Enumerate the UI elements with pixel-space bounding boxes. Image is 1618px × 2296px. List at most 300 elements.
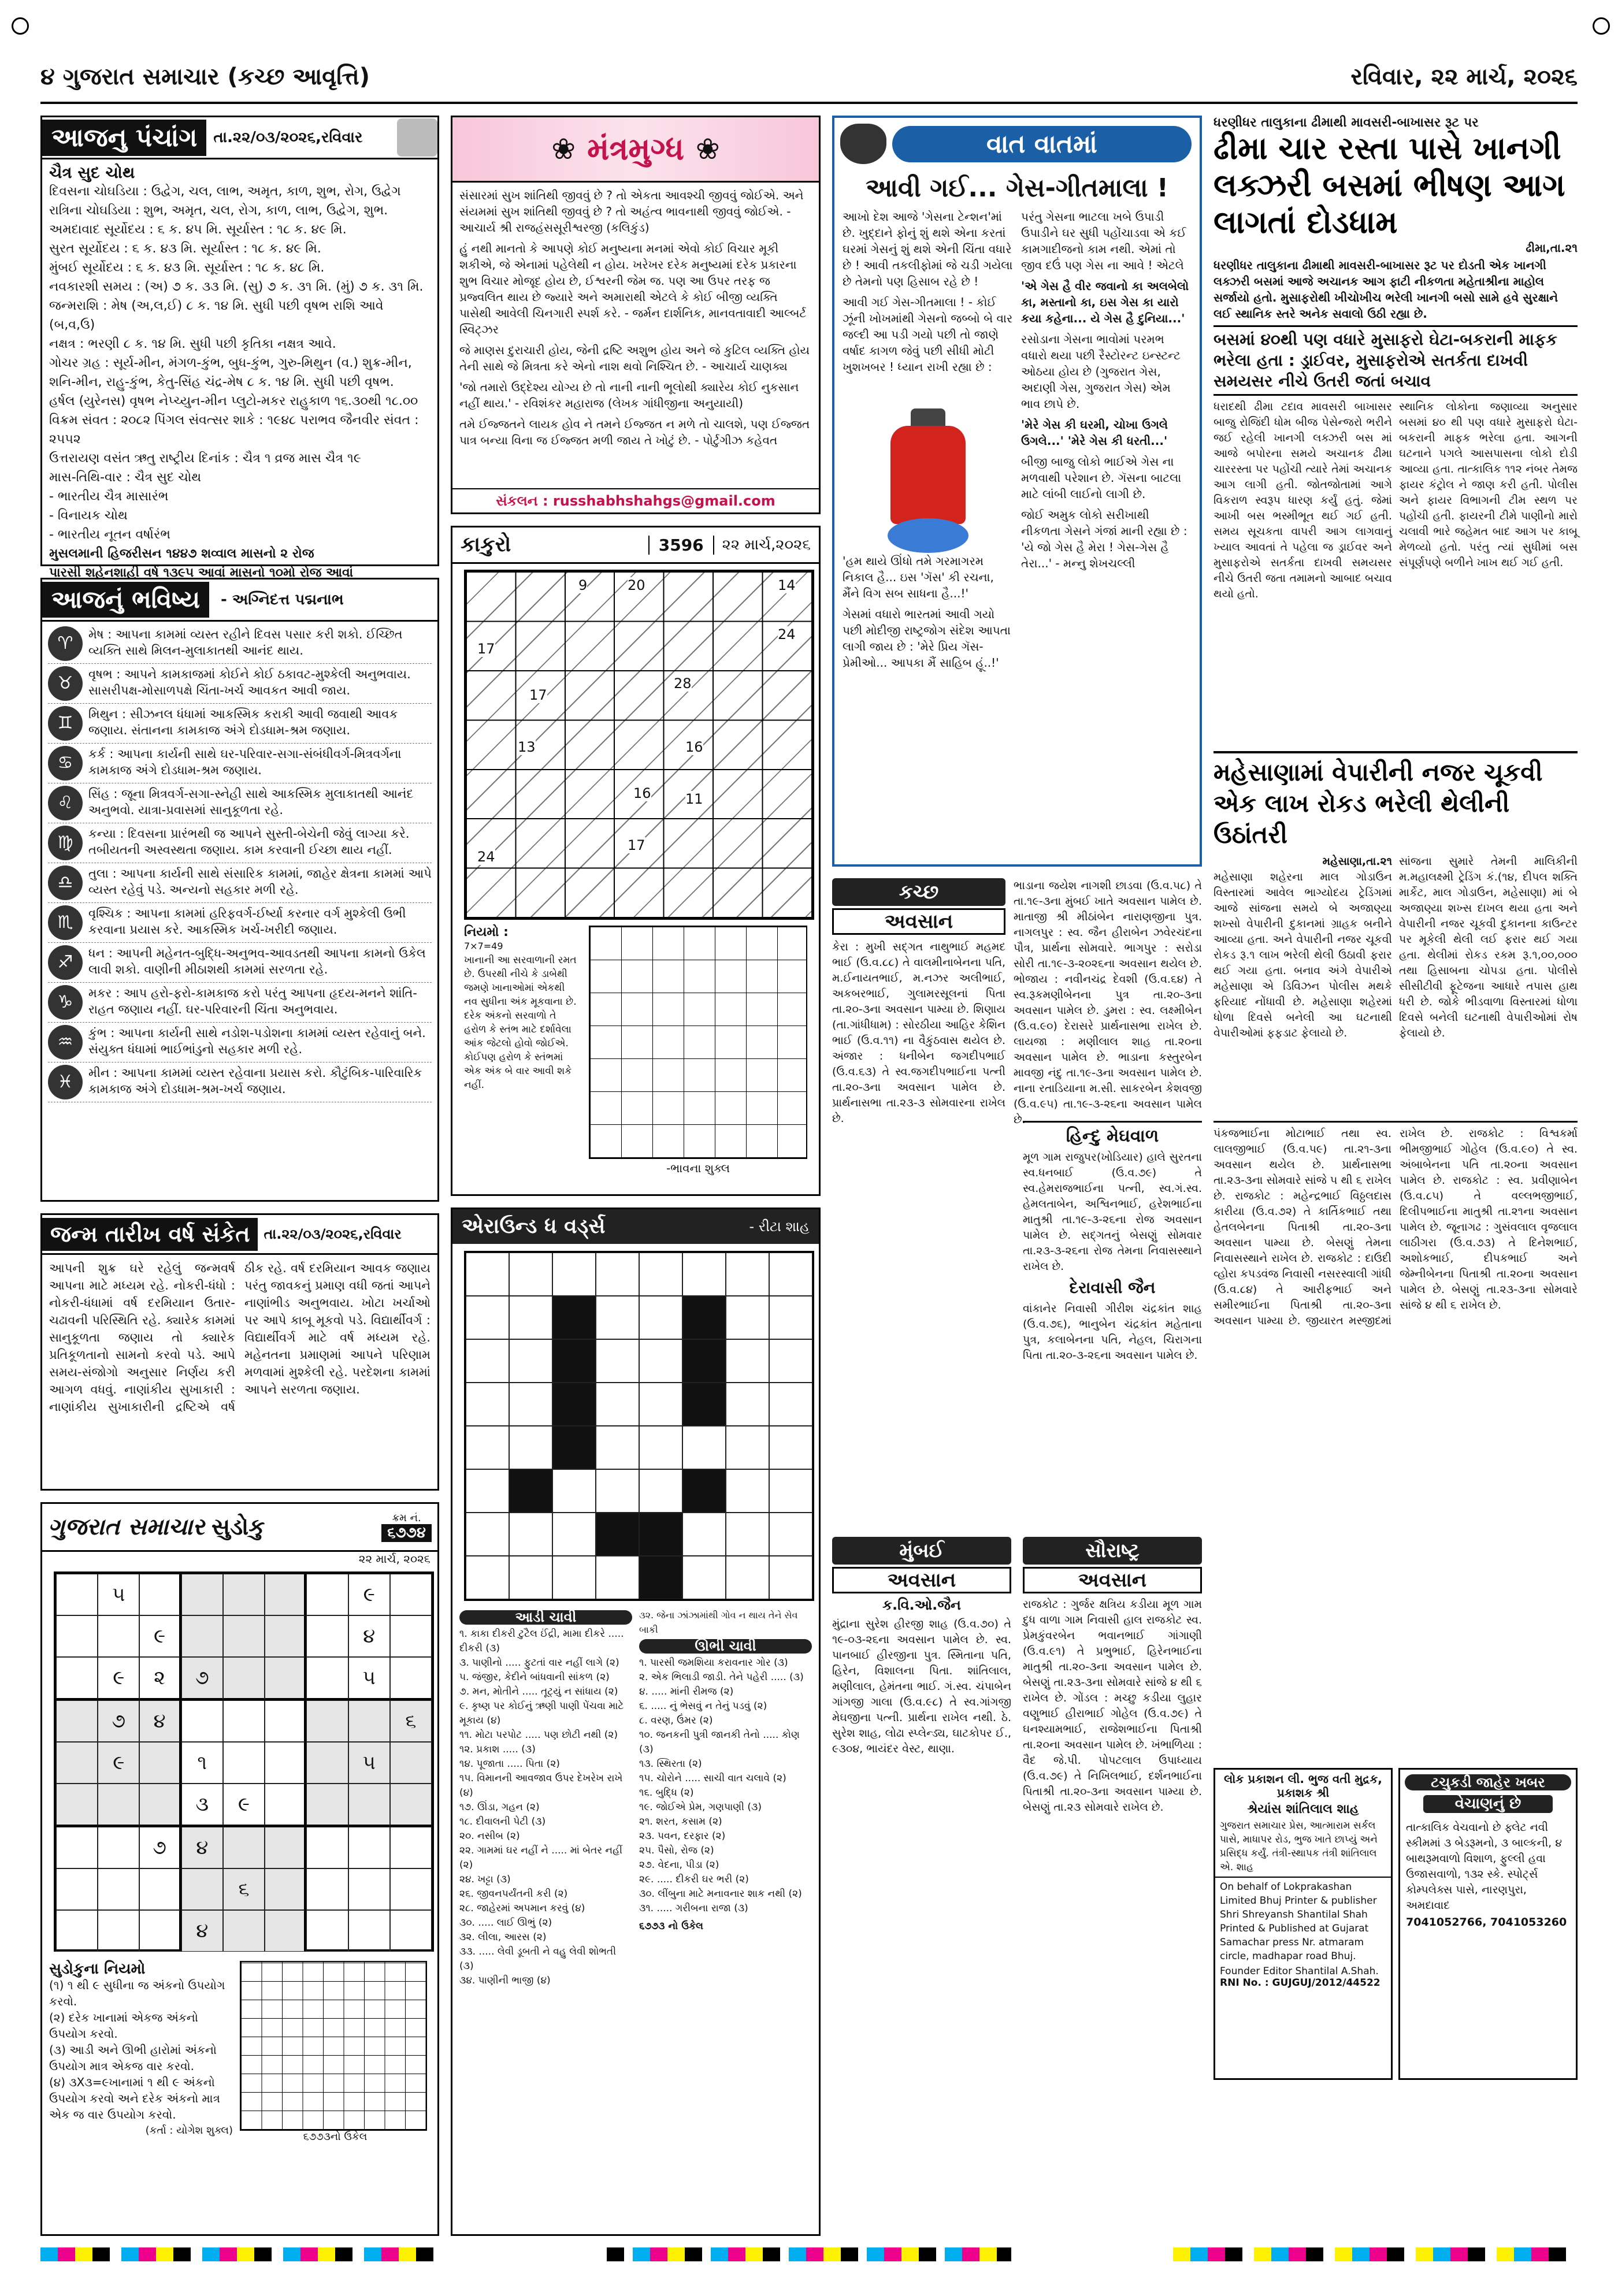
- crossword-clue: ૩૦. લીંબુના માટે મનાવનાર શાક નથી (૨): [639, 1888, 802, 1900]
- crossword-clue: ૨૭. વેદના, પીડા (૨): [639, 1859, 719, 1871]
- panchang-line: - ભારતીય નૂતન વર્ષારંભ: [49, 527, 170, 542]
- crossword-cell: [726, 1383, 769, 1426]
- sudoku-cell: [98, 1784, 139, 1827]
- mumbai-region: મુંબઈ: [832, 1537, 1011, 1565]
- sudoku-cell: ૫: [348, 1742, 390, 1784]
- crossword-cell: [552, 1556, 596, 1599]
- sudoku-cell: [265, 1742, 306, 1784]
- crossword-cell: [509, 1556, 552, 1599]
- sudoku-number: ૬૭૭૪: [381, 1524, 432, 1542]
- sudoku-cell: ૪: [348, 1615, 390, 1657]
- crossword-clue: ૧૪. પૂજાતા ..... પિતા (૨): [459, 1758, 560, 1770]
- crossword-clue: ૧૨. પ્રકાશ ..... (૩): [459, 1744, 536, 1755]
- news1-kicker: ધરણીધર તાલુકાના ઢીમાથી માવસરી-બાખાસર રૂટ પર: [1214, 116, 1479, 130]
- ubhi-clue-list: [639, 1656, 812, 1916]
- news1-intro: ધરણીધર તાલુકાના ઢીમાથી માવસરી-બાખાસર રૂટ પર દોડતી એક ખાનગી લક્ઝરી બસમાં આજે અચાનક આગ ફાટી નીકળતા મહેતાશ્રીના માહોલ સર્જાયો હતો. મુસાફરોથી ખીચોખીચ ભરેલી ખાનગી બસો સામે હવે સુરક્ષાને લઈ સ્થાનિક સ્તરે અનેક સવાલો ઉઠી રહ્યા છે.: [1214, 258, 1558, 321]
- sudoku-cell: [98, 1910, 139, 1952]
- sudoku-answer-label: ૬૭૭૩નો ઉકેલ: [303, 2131, 368, 2143]
- mumbai-subhead: ક.વિ.ઓ.જૈન: [882, 1597, 961, 1613]
- crossword-block: [682, 1469, 726, 1513]
- color-bar: [607, 2247, 1011, 2261]
- panchang-line: જન્મરાશિ : મેષ (અ,લ,ઈ) ૮ ક. ૧૪ મિ. સુધી પછી વૃષભ રાશિ આવે (બ,વ,ઉ): [49, 299, 384, 332]
- derawasi-text: વાંકાનેર નિવાસી ગીરીશ ચંદ્રકાંત શાહ (ઉ.વ.૭૬), ભાનુબેન ચંદ્રકાંત મહેતાના પુત્ર, કલાબેનના પતિ, નેહલ, ચિરાગના પિતા તા.૨૦-૩-૨૬ના અવસાન પામેલ છે.: [1023, 1302, 1202, 1362]
- mantra-item: તમે ઈજ્જતને લાયક હોવ ને તમને ઈજ્જત ન મળે તો ચાલશે, પણ ઈજ્જત પાત્ર બન્યા વિના જ ઈજ્જત મળી જાય તે ખોટું છે. - પોર્ટુગીઝ કહેવત: [459, 417, 810, 447]
- sudoku-cell: [98, 1868, 139, 1910]
- kakuro-clue: 17: [529, 687, 547, 703]
- crossword-cell: [466, 1556, 509, 1599]
- sudoku-cell: [139, 1574, 181, 1615]
- sudoku-answer-grid: [240, 1961, 427, 2131]
- sudoku-cell: ૯: [348, 1574, 390, 1615]
- sudoku-cell: [265, 1574, 306, 1615]
- crossword-block: [552, 1426, 596, 1469]
- classified-box: [1398, 1768, 1578, 2080]
- news2-body: સાંજના સુમારે તેમની માલિકીની મ.મહાલક્ષ્મી ટ્રેડિંગ કં.(૧૪, દીપલ શક્તિ માર્કેટ, માલ ગોડાઉન, મહેસાણા) માં બે અજાણ્યા શખ્સ દાખલ થયા હતા અને વેપારીની નજર ચૂકવી દુકાનના કાઉન્ટર પર મૂકેલી થેલી લઈ ફરાર થઈ ગયા હતા. થેલીમાં રોકડ રકમ રૂ.૧,૦૦,૦૦૦ તથા હિસાબના ચોપડા હતા. પોલીસે સીસીટીવી ફૂટેજના આધારે તપાસ હાથ ધરી છે. જોકે ભીડવાળા વિસ્તારમાં ધોળા દિવસે બનેલી ઘટનાથી વેપારીઓમાં રોષ ફેલાયો છે.: [1399, 855, 1578, 1039]
- kakuro-clue: 9: [578, 577, 588, 593]
- crossword-cell: [639, 1469, 682, 1513]
- crossword-cell: [682, 1426, 726, 1469]
- sudoku-cell: [56, 1742, 98, 1784]
- janma-title: જન્મ તારીખ વર્ષ સંકેત: [42, 1218, 258, 1251]
- crossword-cell: [769, 1469, 812, 1513]
- crossword-cell: [596, 1296, 639, 1339]
- crossword-clue: ૫. જંજીર, કેદીને બાંધવાની સાંકળ (૨): [459, 1671, 610, 1683]
- sudoku-date: ૨૨ માર્ચ, ૨૦૨૬: [358, 1552, 431, 1566]
- publisher-line: લોક પ્રકાશન લી. ભુજ વતી મુદ્રક, પ્રકાશક શ્રી: [1224, 1772, 1382, 1800]
- crossword-cell: [639, 1296, 682, 1339]
- crossword-author: - રીટા શાહ: [749, 1218, 810, 1235]
- panchang-line: નવકારશી સમય : (અ) ૭ ક. ૩૩ મિ. (સુ) ૭ ક. ૩૧ મિ. (મું) ૭ ક. ૩૧ મિ.: [49, 280, 424, 294]
- crossword-clue: ૧૩. સ્થિરતા (૨): [639, 1758, 702, 1770]
- sudoku-rule: (૧) ૧ થી ૯ સુધીના જ અંકનો ઉપયોગ કરવો.: [49, 1978, 225, 2008]
- crossword-clue: ૧૮. દીવાલની પેટી (૩): [459, 1816, 546, 1827]
- news1-headline: ઢીમા ચાર રસ્તા પાસે ખાનગી લક્ઝરી બસમાં ભીષણ આગ લાગતાં દોડધામ: [1214, 130, 1565, 240]
- kakuro-answer-grid: [589, 926, 807, 1159]
- registration-mark: [12, 17, 29, 35]
- sudoku-cell: [306, 1615, 348, 1657]
- news1-body: ધરાદથી ઢીમા ટદાવ માવસરી બાખાસર બાજુ રોજિંદી ધોમ બીજ પેસેન્જરો ભરીને જઈ રહેલી ખાનગી લક્ઝરી બસ માં આજે બપોરના સમયે અચાનક ઢીમા ચારરસ્તા પર પહોંચી ત્યારે તેમાં અચાનક આગ લાગી હતી. જોતજોતામાં આગે વિકરાળ સ્વરૂપ ધારણ કર્યું હતું. જેમાં આખી બસ ભસ્મીભૂત થઈ ગઈ હતી. સમય સૂચકતા વાપરી આગ લાગવાનું ખ્યાલ આવતાં તે પહેલા જ ડ્રાઈવર અને મુસાફરોએ સતર્કતા દાખવી સમયસર નીચે ઉતરી જતા તમામનો આબાદ બચાવ થયો હતો.: [1214, 400, 1392, 600]
- saurashtra-label: અવસાન: [1023, 1567, 1202, 1593]
- taurus-icon: ♉: [48, 666, 83, 701]
- crossword-clue: ૨. એક ભિલાડી જાડી. તેને પહેરી ..... (૩): [639, 1671, 804, 1683]
- crossword-cell: [466, 1339, 509, 1383]
- kakuro-grid: [464, 570, 814, 920]
- sudoku-cell: [265, 1868, 306, 1910]
- crossword-clue: ૮. વરણ, ઉંમર (૨): [639, 1715, 713, 1726]
- sudoku-cell: [265, 1700, 306, 1742]
- mumbai-text: મુંદ્રાના સુરેશ હીરજી શાહ (ઉ.વ.૭૦) તે ૧૯-૦૩-૨૬ના અવસાન પામેલ છે. સ્વ. પાનબાઈ હીરજીના પુત્ર. સ્મિતાના પતિ, હિરેન, વિશાલના પિતા. શાંતિલાલ, મણીલાલ, હેમંતના ભાઈ. ગં.સ્વ. ચંપાબેન ગાંગજી ગાલા (ઉ.વ.૯૮) તે સ્વ.ગાંગજી મેઘજીના પત્ની. પ્રાર્થના રાખેલ નથી. ઠે. સુરેશ શાહ, લોઢા સ્પ્લેન્ડ્ય, ઘાટકોપર ઈ., ૯૩૦૪, ભાયંદર વેસ્ટ, થાણા.: [832, 1618, 1011, 1755]
- crossword-cell: [682, 1253, 726, 1296]
- rashi-text: મેષ : આપના કામમાં વ્યસ્ત રહીને દિવસ પસાર કરી શકો. ઈચ્છિત વ્યક્તિ સાથે મિલન-મુલાકાતથી આનંદ થાય.: [88, 627, 403, 657]
- crossword-block: [552, 1383, 596, 1426]
- saurashtra-section: [1023, 1537, 1202, 2236]
- crossword-note: ૩૨. જેના ઝાંઝામાંથી ગોવ ન થાય તેને સેવ બાકી: [639, 1610, 798, 1635]
- crossword-clue: ૨૪. ખટ્ટા (૩): [459, 1874, 511, 1885]
- crossword-clue: ૧૦. જનકની પુત્રી જાનકી તેનો ..... કોણ (૩): [639, 1729, 800, 1755]
- kakuro-number: 3596: [648, 536, 714, 555]
- saurashtra-text: રાજકોટ : ગુર્જર ક્ષત્રિય કડીયા મૂળ ગામ દુધ વાળા ગામ નિવાસી હાલ રાજકોટ સ્વ. પ્રેમકુંવરબેન ભવાનભાઈ ગાંગાણી (ઉ.વ.૯૧) તે પ્રભુભાઈ, હિરેનભાઈના માતુશ્રી તા.૨૦-૩ના અવસાન પામેલ છે. બેસણું તા.૨૩-૩ના સોમવારે સાંજે ૪ થી ૬ રાખેલ છે. ગોંડલ : મચ્છુ કડીયા લુહાર વણુભાઈ હીરાભાઈ ગોહેલ (ઉ.વ.૭૯) તે ઘનશ્યામભાઈ, રાજેશભાઈના પિતાશ્રી તા.૨૦ના અવસાન પામેલ છે. ખંભાળિયા : વૈદ જે.પી. પોપટલાલ ઉપાધ્યાય (ઉ.વ.૭૯) તે નિખિલભાઈ, દર્શનભાઈના પિતાશ્રી તા.૨૦-૩ના અવસાન પામ્યા છે. બેસણું તા.૨૩ સોમવારે રાખેલ છે.: [1023, 1598, 1202, 1814]
- rashi-text: મીન : આપના કામમાં વ્યસ્ત રહેવાના પ્રયાસ કરો. કૌટુંબિક-પારિવારિક કામકાજ અંગે દોડધામ-શ્રમ-ખર્ચ જણાય.: [88, 1066, 422, 1096]
- sudoku-cell: [348, 1700, 390, 1742]
- rashi-text: કુંભ : આપના કાર્યની સાથે નડોશ-પડોશના કામમાં વ્યસ્ત રહેવાનું બને. સંયુક્ત ધંધામાં ભાઈભાંડુનો સહકાર મળી રહે.: [88, 1026, 426, 1056]
- sudoku-cell: [56, 1827, 98, 1868]
- panchang-line: વિક્રમ સંવત : ૨૦૮૨ પિંગલ સંવત્સર શાકે : ૧૯૪૮ પરાભવ જૈનવીર સંવત : ૨૫૫૨: [49, 413, 419, 447]
- kakuro-clue: 17: [628, 837, 645, 853]
- crossword-cell: [726, 1469, 769, 1513]
- gas-cylinder-icon: [843, 380, 1013, 553]
- classified-text: તાત્કાલિક વેચવાનો છે ફ્લેટ નવી સ્કીમમાં ૩ બેડરૂમનો, ૩ બાલ્કની, ૪ બાથરૂમવાળો વિશાળ, ફુલ્લી હવા ઉજાસવાળો, ૧૩૨ સ્કે. સ્પોર્ટ્સ કોમ્પલેક્સ પાસે, નારણપુરા, અમદાવાદ: [1406, 1821, 1563, 1912]
- sudoku-cell: [306, 1742, 348, 1784]
- kakuro-author: -ભાવના શુક્લ: [666, 1161, 730, 1175]
- mantra-banner: [452, 117, 819, 183]
- rashi-text: વૃશ્ચિક : આપના કામમાં હરિફવર્ગ-ઈર્ષ્યા કરનાર વર્ગ મુશ્કેલી ઉભી કરવાના પ્રયાસ કરે. આકસ્મિક ખર્ચ-ખરીદી જણાય.: [88, 906, 406, 937]
- sudoku-cell: [390, 1784, 432, 1827]
- obituary-continued: [1214, 1121, 1578, 1756]
- lotus-icon: ❀: [551, 132, 576, 166]
- mumbai-section: [832, 1537, 1011, 2236]
- vaat-para: પરંતુ ગેસના ભાટલા ખબે ઉપાડી ઉપાડીને ઘર સુધી પહોંચાડવા એ કઈ કામગાદીજનો કામ નથી. એમાં તો જીવ દઉં પણ ગેસ ના આવે ! એટલે: [1021, 210, 1186, 272]
- mantra-box: [451, 116, 821, 514]
- crossword-cell: [726, 1426, 769, 1469]
- vaat-para: 'એ ગેસ હૈ વીર જવાનો કા અલબેલો કા, મસ્તાનો કા, ઇસ ગેસ કા યારો કયા કહેના... યે ગેસ હૈ દુનિયા...': [1021, 279, 1189, 325]
- crossword-cell: [726, 1339, 769, 1383]
- publisher-box: [1214, 1768, 1393, 2080]
- sudoku-cell: [390, 1615, 432, 1657]
- sudoku-cell: [56, 1868, 98, 1910]
- news2-body: મહેસાણા શહેરના માલ ગોડાઉન વિસ્તારમાં આવેલ ભાગ્યોદય ટ્રેડિંગમાં આજે સાંજના સમયે બે અજાણ્યા શખ્સો વેપારીની દુકાનમાં ગ્રાહક બનીને આવ્યા હતા. અને વેપારીની નજર ચૂકવી રોકડ રૂ.૧ લાખ ભરેલી થેલી ઉઠાવી ફરાર થઈ ગયા હતા. બનાવ અંગે વેપારીએ મહેસાણા એ ડિવિઝન પોલીસ મથકે ફરિયાદ નોંધાવી છે. મહેસાણા શહેરમાં ધોળા દિવસે બનેલી આ ઘટનાથી વેપારીઓમાં ફફડાટ ફેલાયો છે.: [1214, 871, 1392, 1039]
- kakuro-clue: 14: [778, 577, 796, 593]
- crossword-cell: [682, 1556, 726, 1599]
- news-mehsana-theft: [1214, 751, 1578, 1115]
- crossword-cell: [639, 1339, 682, 1383]
- kakuro-clue: 16: [685, 739, 703, 755]
- libra-icon: ♎: [48, 865, 83, 900]
- crossword-cell: [509, 1383, 552, 1426]
- sudoku-cell: ૯: [139, 1615, 181, 1657]
- kakuro-clue: 24: [477, 849, 495, 865]
- crossword-block: [509, 1469, 552, 1513]
- crossword-block: [682, 1296, 726, 1339]
- sudoku-grid: [54, 1571, 434, 1952]
- crossword-block: [552, 1339, 596, 1383]
- sudoku-cell: ૪: [181, 1910, 223, 1952]
- cancer-icon: ♋: [48, 746, 83, 781]
- crossword-cell: [596, 1426, 639, 1469]
- sudoku-cell: [306, 1700, 348, 1742]
- rashi-text: મકર : આપ હરો-ફરો-કામકાજ કરો પરંતુ આપના હૃદય-મનને શાંતિ-રાહત જણાય નહીં. ઘર-પરિવારની ચિંતા અનુભવાય.: [88, 986, 417, 1016]
- sudoku-cell: [181, 1574, 223, 1615]
- crossword-cell: [466, 1253, 509, 1296]
- sudoku-cell: [56, 1910, 98, 1952]
- crossword-clue: ૩૨. લીલા, આરસ (૨): [459, 1931, 547, 1943]
- crossword-clue: ૨૧. શરત, કસામ (૨): [639, 1816, 722, 1827]
- janma-text: આપની શુક્ર ઘરે રહેલું જન્મવર્ષ આપના માટે મધ્યમ રહે. નોકરી-ધંધો : નોકરી-ધંધામાં વર્ષ દરમિયાન ઉતાર-ચઢાવની પરિસ્થિતિ રહે. ક્યારેક કામમાં સાનુકૂળતા જણાય તો ક્યારેક પ્રતિકૂળતાનો સામનો કરવો પડે. આપે સમય-સંજોગો અનુસાર નિર્ણય કરી આગળ વધવું. નાણાંકીય સુખાકારી : નાણાંકીય સુખાકારીની દ્રષ્ટિએ વર્ષ ઠીક રહે. વર્ષ દરમિયાન આવક જણાય પરંતુ જાવકનું પ્રમાણ વધી જતાં આપને નાણાંભીડ અનુભવાય. ખોટા ખર્ચાઓ પર આપે કાબૂ મૂકવો પડે. વિદ્યાર્થીવર્ગ : વિદ્યાર્થીવર્ગ માટે વર્ષ મધ્યમ રહે. મહેનતના પ્રમાણમાં આપને પરિણામ મળવામાં મુશ્કેલી રહે. પરદેશના કામમાં આપને સરળતા જણાય.: [49, 1261, 431, 1414]
- sudoku-number-label: ક્રમ નં.: [392, 1512, 421, 1524]
- kakuro-answer-label: 7×7=49: [464, 941, 503, 952]
- crossword-grid: [464, 1251, 814, 1601]
- panchang-line: - ભારતીય ચૈત્ર માસારંભ: [49, 489, 169, 504]
- crossword-clue: ૬. ..... નું ભેસવું ન તેનું પડવું (૨): [639, 1700, 767, 1712]
- crossword-box: [451, 1208, 821, 2236]
- crossword-cell: [726, 1253, 769, 1296]
- crossword-clue: ૧. પારસી જમશિયા કરાવનાર ગોર (૩): [639, 1657, 788, 1669]
- pisces-icon: ♓: [48, 1065, 83, 1099]
- crossword-clue: ૧૯. જોઈએ પ્રેમ, ગણપાણી (૩): [639, 1801, 762, 1813]
- panchang-line: હર્ષલ (યુરેનસ) વૃષભ નેપ્ચ્યુન-મીન પ્લુટો-મકર રાહુકાળ ૧૬.૩૦થી ૧૮.૦૦: [49, 394, 418, 408]
- rashi-text: ધન : આપની મહેનત-બુદ્ધિ-અનુભવ-આવડતથી આપના કામનો ઉકેલ લાવી શકો. વાણીની મીઠાશથી કામમાં સરળતા રહે.: [88, 946, 426, 976]
- sudoku-cell: [390, 1910, 432, 1952]
- sudoku-cell: [306, 1868, 348, 1910]
- sudoku-cell: [139, 1868, 181, 1910]
- crossword-clue: ૧. કાકા દીકરી ટુટૈલ ઈંદ્રી, મામા દીકરે ..... દીકરી (૩): [459, 1628, 624, 1654]
- crossword-cell: [726, 1296, 769, 1339]
- mantra-item: જે માણસ દુરાચારી હોય, જેની દ્રષ્ટિ અશુભ હોય અને જે કુટિલ વ્યક્તિ હોય તેની સાથે જે મિત્રતા કરે એનો નાશ થવો નિશ્ચિત છે. - આચાર્ય ચાણક્ય: [459, 343, 810, 373]
- sudoku-cell: [390, 1742, 432, 1784]
- crossword-clue: ૨૯. ..... દીકરી ઘર ભરી (૨): [639, 1874, 749, 1885]
- sudoku-brand: ગુજરાત સમાચાર: [48, 1514, 205, 1540]
- vaat-para: આવી ગઈ ગેસ-ગીતમાલા ! - કોઈ ઝૂંની ખોખમાંથી ગેસનો જબ્બો બે વાર જલ્દી આ પડી ગયો પછી તો જાણે વર્ષાદ કાગળ જેવું પછી સીધી મોટી ખુશખબર ! ધ્યાન રાખી રહ્યા છે :: [843, 295, 1013, 374]
- news1-body: સ્થાનિક લોકોના જણાવ્યા અનુસાર બસમાં ૪૦ થી પણ વધારે મુસાફરો ઘેટા-બકરાની માફક ભરેલા હતા. આગની ઘટનાને પગલે આસપાસના લોકો દોડી આવ્યા હતા. તાત્કાલિક ૧૧૨ નંબર તેમજ ફાયર કંટ્રોલ ને જાણ કરી હતી. પોલીસ અને ફાયર વિભાગની ટીમ સ્થળ પર પહોંચી હતી. ફાયરની ટીમે પાણીનો મારો ચલાવી ભારે જહેમત બાદ આગ પર કાબૂ મેળવ્યો હતો. પરંતુ ત્યાં સુધીમાં બસ સંપૂર્ણપણે બળીને ખાખ થઈ ગઈ હતી.: [1399, 400, 1578, 569]
- janma-date: તા.૨૨/૦૩/૨૦૨૬,રવિવાર: [264, 1226, 402, 1242]
- rashi-text: મિથુન : સીઝનલ ધંધામાં આકસ્મિક કરાકી આવી જવાથી આવક જણાય. સંતાનના કામકાજ અંગે દોડધામ-શ્રમ જણાય.: [88, 707, 398, 737]
- vaat-para: આખો દેશ આજે 'ગેસના ટેન્શન'માં છે. ખુદ્દાને ફોનું શું થશે એના કરતાં ઘરમાં ગેસનું શું થશે એની ચિંતા વધારે છે ! આવી તકલીફોમાં જે ચડી ગયેલા છે તેમનો પણ હિસાબ રહે છે !: [843, 210, 1013, 288]
- crossword-cell: [596, 1383, 639, 1426]
- sudoku-cell: [56, 1574, 98, 1615]
- sudoku-cell: [139, 1784, 181, 1827]
- faces-icon: [840, 124, 886, 164]
- mantra-title: મંત્રમુગ્ધ: [587, 131, 684, 167]
- crossword-answer-label: ૬૭૭૩ નો ઉકેલ: [639, 1920, 703, 1932]
- virgo-icon: ♍: [48, 826, 83, 860]
- col5-text: પંકજભાઈના મોટાભાઈ તથા સ્વ. લાલજીભાઈ (ઉ.વ.૫૯) તા.૨૧-૩ના અવસાન થયેલ છે. પ્રાર્થનાસભા તા.૨૩-૩ના સોમવારે સાંજે ૫ થી ૬ રાખેલ છે. રાજકોટ : મહેન્દ્રભાઈ વિઠ્ઠલદાસ કારીયા (ઉ.વ.૭૨) તે કાર્તિકભાઈ તથા હેતલબેનના પિતાશ્રી તા.૨૦-૩ના અવસાન પામ્યા છે. બેસણું તેમના નિવાસસ્થાને રાખેલ છે. રાજકોટ : દાઉદી વ્હોરા કપડવંજ નિવાસી નસરસ્વાલી ગાંધી (ઉ.વ.૮૪) તે આરીફભાઈ અને સમીરભાઈના પિતાશ્રી તા.૨૦-૩ના અવસાન પામ્યા છે. જીયારત મસ્જીદમાં રાખેલ છે. રાજકોટ : વિશ્વકર્મા ભીમજીભાઈ ગોહેલ (ઉ.વ.૯૦) તે સ્વ. અંબાબેનના પતિ તા.૨૦ના અવસાન પામેલ છે. રાજકોટ : સ્વ. પ્રવીણાબેન (ઉ.વ.૮૫) તે વલ્લભજીભાઈ, દિલીપભાઈના માતુશ્રી તા.૨૧ના અવસાન પામેલ છે. જૂનાગઢ : ગુસંવલાલ વૃજલાલ લાઠીગરા (ઉ.વ.૭૩) તે દિનેશભાઈ, અશોકભાઈ, દીપકભાઈ અને જેમ્નીબેનના પિતાશ્રી તા.૨૦ના અવસાન પામેલ છે. બેસણું તા.૨૩-૩ના સોમવારે સાંજે ૪ થી ૬ રાખેલ છે.: [1214, 1127, 1578, 1327]
- sudoku-cell: ૭: [139, 1827, 181, 1868]
- aries-icon: ♈: [48, 626, 83, 661]
- panchang-line: માસ-તિથિ-વાર : ચૈત્ર સુદ ચોથ: [49, 470, 202, 485]
- sudoku-cell: [223, 1615, 265, 1657]
- sudoku-cell: ૭: [181, 1657, 223, 1700]
- ubhi-title: ઊભી ચાવી: [639, 1639, 812, 1654]
- crossword-cell: [509, 1253, 552, 1296]
- sudoku-cell: [265, 1657, 306, 1700]
- sudoku-cell: ૫: [98, 1574, 139, 1615]
- kakuro-rules-title: નિયમો :: [464, 925, 509, 939]
- sudoku-cell: [223, 1910, 265, 1952]
- color-bar: [40, 2247, 445, 2261]
- rashi-text: વૃષભ : આપને કામકાજમાં કોઈને કોઈ ઠકાવટ-મુશ્કેલી અનુભવાય. સાસરીપક્ષ-મોસાળપક્ષે ચિંતા-ખર્ચ આવકત આવી જાય.: [88, 667, 411, 697]
- rashi-text: સિંહ : જૂના મિત્રવર્ગ-સગા-સ્નેહી સાથે આકસ્મિક મુલાકાતથી આનંદ અનુભવો. યાત્રા-પ્રવાસમાં સાનુકૂળતા રહે.: [88, 787, 414, 817]
- vaat-box: [832, 116, 1202, 867]
- news2-dateline: મહેસાણા,તા.૨૧: [1322, 855, 1392, 868]
- crossword-clue: ૩૪. પાણીની ભાજી (૪): [459, 1975, 551, 1986]
- sudoku-cell: [139, 1742, 181, 1784]
- crossword-clue: ૨૨. ગામમાં ઘર નહીં ને ..... માં બેતર નહીં (૨): [459, 1845, 623, 1871]
- crossword-clue: ૧૬. બુદ્ધિ (૨): [639, 1787, 694, 1799]
- sudoku-cell: [56, 1784, 98, 1827]
- crossword-block: [639, 1513, 682, 1556]
- rashi-text: તુલા : આપના કાર્યની સાથે સંસારિક કામમાં, જાહેર ક્ષેત્રના કામમાં આપે વ્યસ્ત રહેવું પડે. અન્યનો સહકાર મળી રહે.: [88, 867, 432, 897]
- sudoku-cell: [265, 1615, 306, 1657]
- crossword-cell: [466, 1426, 509, 1469]
- crossword-clue: ૧૧. મોટા પરપોટ ..... પણ છોટી નથી (૨): [459, 1729, 618, 1741]
- sudoku-box: [40, 1502, 439, 2236]
- panchang-date: તા.૨૨/૦૩/૨૦૨૬,રવિવાર: [213, 128, 363, 146]
- sudoku-cell: [223, 1700, 265, 1742]
- sudoku-cell: ૬: [223, 1868, 265, 1910]
- kutch-label: અવસાન: [832, 908, 1005, 935]
- crossword-cell: [769, 1426, 812, 1469]
- crossword-cell: [639, 1426, 682, 1469]
- crossword-cell: [596, 1556, 639, 1599]
- news2-headline: મહેસાણામાં વેપારીની નજર ચૂકવી એક લાખ રોકડ ભરેલી થેલીની ઉઠાંતરી: [1214, 758, 1543, 849]
- crossword-clue: ૩. પાણીનો ..... ફુટતાં વાર નહીં લાગે (૨): [459, 1657, 619, 1669]
- sudoku-rules-title: સુડોકુના નિયમો: [49, 1960, 146, 1978]
- crossword-cell: [552, 1469, 596, 1513]
- hindu-title: હિન્દુ મેઘવાળ: [1066, 1126, 1159, 1146]
- mantra-item: સંસારમાં સુખ શાંતિથી જીવવું છે ? તો એકતા આવશ્ચી જીવવું જોઈએ. અને સંયમમાં સુખ શાંતિથી જીવવું છે ? તો અહંત્વ ભાવનાથી જીવવું જોઈએ. - આચાર્ય શ્રી રાજહંસસૂરીશ્વરજી (કલિકુંડ): [459, 188, 804, 235]
- crossword-cell: [466, 1469, 509, 1513]
- news1-dateline: ઢીમા,તા.૨૧: [1526, 241, 1578, 255]
- crossword-cell: [639, 1253, 682, 1296]
- crossword-clue: ૨૮. જાહેરમાં અપમાન કરવું (૪): [459, 1903, 585, 1914]
- crossword-cell: [596, 1339, 639, 1383]
- crossword-cell: [769, 1556, 812, 1599]
- news-bus-fire: [1214, 116, 1578, 740]
- crossword-cell: [552, 1253, 596, 1296]
- capricorn-icon: ♑: [48, 985, 83, 1020]
- rashi-text: કન્યા : દિવસના પ્રારંભથી જ આપને સુસ્તી-બેચેની જેવું લાગ્યા કરે. તબીયતની અસ્વસ્થતા જણાય. કામ કરવાની ઈચ્છા થાય નહીં.: [88, 827, 410, 857]
- crossword-clue: ૯. કૃષ્ણ પર કોઈનું ઋણી પાણી પેંચવા માટે મૂકાય (૪): [459, 1700, 624, 1726]
- kakuro-clue: 17: [477, 641, 495, 657]
- sudoku-cell: ૪: [139, 1700, 181, 1742]
- sudoku-cell: ૫: [348, 1657, 390, 1700]
- kakuro-clue: 28: [674, 675, 692, 692]
- sudoku-cell: [139, 1910, 181, 1952]
- publisher-line: RNI No. : GUJGUJ/2012/44522: [1220, 1977, 1381, 1989]
- derawasi-title: દેરાવાસી જૈન: [1069, 1278, 1156, 1297]
- panchang-line: મુસલમાની હિજરીસન ૧૪૪૭ શવ્વાલ માસનો ૨ રોજ: [49, 547, 314, 561]
- crossword-cell: [639, 1383, 682, 1426]
- mantra-item: હું નથી માનતો કે આપણે કોઈ મનુષ્યના મનમાં એવો કોઈ વિચાર મૂકી શકીએ, જે એનામાં પહેલેથી ન હોય. ખરેખર દરેક મનુષ્યમાં દરેક પ્રકારના શુભ વિચાર મોજૂદ હોય છે, ઈશ્વરની જેમ જ. પણ આ ઉપર તરફ જ પ્રજ્વલિત થાય છે જ્યારે અને અમારાથી એટલે કે કોઈ બીજી વ્યક્તિ પાસેથી આવેલી ચિનગારી સ્પર્શ કરે. - જર્મન દાર્શનિક, માનવતાવાદી આલ્બર્ટ સ્વિટ્ઝર: [459, 242, 807, 336]
- panchang-line: - વિનાયક ચોથ: [49, 508, 128, 523]
- sudoku-cell: ૭: [98, 1700, 139, 1742]
- panchang-line: દિવસના ચોઘડિયા : ઉદ્વેગ, ચલ, લાભ, અમૃત, કાળ, શુભ, રોગ, ઉદ્વેગ: [49, 184, 401, 199]
- sudoku-cell: [348, 1827, 390, 1868]
- crossword-title: એરાઉન્ડ ધ વર્ડ્સ: [462, 1214, 606, 1238]
- saurashtra-region: સૌરાષ્ટ્ર: [1023, 1537, 1202, 1565]
- sudoku-cell: ૩: [181, 1784, 223, 1827]
- kutch-text: કેરા : મુખી સદ્ગત નાથુભાઈ મહમદ ભાઈ (ઉ.વ.૮૮) તે વાલમીનાબેનના પતિ, મ.ઈનાયતભાઈ, મ.નઝર અલીભાઈ, અકબરભાઈ, ગુલામરસૂલનાં પિતા તા.૨૦-૩ના અવસાન પામ્યા છે. શિણાય (તા.ગાંધીધામ) : સોરઠીયા આહિર કેશિન ભાઈ (ઉ.વ.૧૧) ના વૈકુંઠવાસ થયેલ છે. અંજાર : ધનીબેન જગદીપભાઈ (ઉ.વ.૬૩) તે સ્વ.જગદીપભાઈના પત્ની તા.૨૦-૩ના અવસાન પામેલ છે. પ્રાર્થનાસભા તા.૨૩-૩ સોમવારના રાખેલ છે.: [832, 941, 1005, 1125]
- sudoku-cell: [306, 1784, 348, 1827]
- crossword-cell: [466, 1383, 509, 1426]
- page-header: [40, 58, 1578, 104]
- sudoku-rule: (૩) આડી અને ઊભી હારોમાં અંકનો ઉપયોગ માત્ર એકજ વાર કરવો.: [49, 2043, 217, 2073]
- aadi-title: આડી ચાવી: [459, 1610, 632, 1625]
- sudoku-rule: (૨) દરેક ખાનામાં એકજ અંકનો ઉપયોગ કરવો.: [49, 2011, 198, 2041]
- sudoku-cell: ૨: [139, 1657, 181, 1700]
- hindu-text: મૂળ ગામ રાજુપર(ખોડિયાર) હાલે સુરતના સ્વ.ધનબાઈ (ઉ.વ.૭૯) તે સ્વ.હેમરાજભાઈના પત્ની, સ્વ.ગં.સ્વ. હેમલતાબેન, અશ્વિનભાઈ, હરેશભાઈના માતુશ્રી તા.૧૯-૩-૨૬ના રોજ અવસાન પામેલ છે. સદ્ગતનું બેસણું સોમવાર તા.૨૩-૩-૨૬ના રોજ તેમના નિવાસસ્થાને રાખેલ છે.: [1023, 1151, 1202, 1273]
- crossword-cell: [509, 1339, 552, 1383]
- crossword-block: [682, 1339, 726, 1383]
- sudoku-cell: [306, 1574, 348, 1615]
- panchang-line: પારસી શહેનશાહી વર્ષ ૧૩૯૫ આવાં માસનો ૧૦મો રોજ આવાં: [49, 566, 354, 580]
- sudoku-cell: [223, 1742, 265, 1784]
- panchang-line: નક્ષત્ર : ભરણી ૮ ક. ૧૪ મિ. સુધી પછી કૃતિકા નક્ષત્ર આવે.: [49, 337, 336, 351]
- panchang-subtitle: ચૈત્ર સુદ ચોથ: [49, 163, 135, 182]
- crossword-cell: [682, 1513, 726, 1556]
- janma-box: [40, 1213, 439, 1491]
- sudoku-cell: [265, 1910, 306, 1952]
- crossword-cell: [769, 1296, 812, 1339]
- vaat-para: ગેસમાં વધારો ભારતમાં આવી ગયો પછી મોદીજી રાષ્ટ્રજોગ સંદેશ આપતા લાગી જાય છે : 'મેરે પ્રિય ગૅસ-પ્રેમીઓ... આપકા મૈં સાહિબ હૂં..!': [843, 607, 1011, 670]
- crossword-cell: [769, 1383, 812, 1426]
- crossword-clue: ૨૫. પૈસો, રોજ (૨): [639, 1845, 714, 1856]
- sudoku-cell: [348, 1784, 390, 1827]
- sudoku-cell: ૬: [390, 1700, 432, 1742]
- kakuro-title: કાકુરો: [461, 533, 511, 556]
- sudoku-cell: ૯: [98, 1657, 139, 1700]
- crossword-block: [682, 1383, 726, 1426]
- sudoku-cell: ૪: [181, 1827, 223, 1868]
- lotus-icon: ❀: [695, 132, 720, 166]
- page-date: રવિવાર, ૨૨ માર્ચ, ૨૦૨૬: [1350, 64, 1578, 90]
- crossword-block: [552, 1296, 596, 1339]
- classified-title: ટચુકડી જાહેર ખબર: [1405, 1774, 1571, 1790]
- crossword-clue: ૨૦. નસીબ (૨): [459, 1830, 520, 1842]
- sudoku-cell: [56, 1657, 98, 1700]
- sudoku-cell: [390, 1657, 432, 1700]
- leo-icon: ♌: [48, 786, 83, 820]
- kakuro-rules: ખાનાની આ સરવાળાની રમત છે. ઉપરથી નીચે કે ડાબેથી જમણે ખાનાઓમાં એકથી નવ સુધીના અંક મૂકવાના છે. દરેક અંકનો સરવાળો તે હરોળ કે સ્તંભ માટે દર્શાવેલા આંક જેટલો હોવો જોઈએ. કોઈપણ હરોળ કે સ્તંભમાં એક અંક બે વાર આવી શકે નહીં.: [464, 954, 577, 1091]
- vaat-para: 'મેરે ગેસ કી ઘરમી, ચોખા ઉગલે ઉગલે...' 'મેરે ગેસ કી ધરતી...': [1021, 418, 1168, 448]
- kakuro-clue: 24: [778, 626, 796, 642]
- panchang-line: મુંબઈ સૂર્યોદય : ૬ ક. ૪૩ મિ. સૂર્યાસ્ત : ૧૮ ક. ૪૮ મિ.: [49, 261, 325, 275]
- vaat-title: વાત વાતમાં: [892, 126, 1192, 162]
- crossword-block: [639, 1556, 682, 1599]
- sudoku-cell: [223, 1574, 265, 1615]
- crossword-clue: ૨૬. જીવનપર્યંતની કરી (૨): [459, 1888, 568, 1900]
- crossword-clue: ૧૫. વિમાનની આવજાવ ઉપર દેખરેખ રાખે (૪): [459, 1773, 623, 1799]
- color-bar: [1173, 2247, 1578, 2261]
- sudoku-cell: [98, 1827, 139, 1868]
- sudoku-cell: [265, 1784, 306, 1827]
- vaat-headline: આવી ગઈ... ગેસ-ગીતમાલા !: [865, 173, 1168, 203]
- vaat-para: જોઈ અમુક લોકો સરીખાથી નીકળતા ગેસને ગંજાં માની રહ્યા છે : 'યે જો ગેસ હૈ મેરા ! ગેસ-ગેસ હૈ તેરા...' - મન્નુ શેખચલ્લી: [1021, 508, 1187, 570]
- kutch-text-2: ભાડાના જયેશ નાગશી છાડવા (ઉ.વ.૫૮) તે તા.૧૯-૩ના મુંબઈ ખાતે અવસાન પામેલ છે. માતાજી શ્રી મીઠાંબેન નારાણજીના પુત્ર. નાગલપુર : સ્વ. જૈન હીરાબેન ઝવેરચંદના પૌત્ર, પ્રાર્થના સોમવારે. ભાગપુર : સરોડા સોરી તા.૧૯-૩-૨૦૨૬ના અવસાન થયેલ છે. ભોજાય : નવીનચંદ્ર દેવશી (ઉ.વ.૬૪) તે સ્વ.રૂકમણીબેનના પુત્ર તા.૨૦-૩ના અવસાન પામેલ છે. ડુમરા : સ્વ. લક્ષ્મીબેન (ઉ.વ.૯૦) દેરાસરે પ્રાર્થનાસભા રાખેલ છે. લાયજા : મણીલાલ શાહ તા.૨૦ના અવસાન પામેલ છે. ભાડાના કસ્તુરબેન માવજી નંદુ તા.૧૯-૩ના અવસાન પામેલ છે. નાના રતાડિયાના મ.સી. સાકરબેન કેશવજી (ઉ.વ.૯૫) તા.૧૯-૩-૨૬ના અવસાન પામેલ છે.: [1014, 879, 1202, 1126]
- crossword-cell: [466, 1513, 509, 1556]
- sudoku-cell: [306, 1910, 348, 1952]
- rashi-text: કર્ક : આપના કાર્યની સાથે ઘર-પરિવાર-સગા-સંબંધીવર્ગ-મિત્રવર્ગના કામકાજ અંગે દોડધામ-શ્રમ જણાય.: [88, 747, 402, 777]
- kakuro-clue: 16: [633, 785, 651, 801]
- crossword-clue: ૭. મન, મોતીને ..... તૂટ્યું ન સાંધાય (૨): [459, 1686, 618, 1697]
- kutch-region: કચ્છ: [832, 878, 1005, 906]
- page-number-title: ૪ ગુજરાત સમાચાર (કચ્છ આવૃત્તિ): [40, 64, 370, 90]
- bhavishya-title: આજનું ભવિષ્ય: [42, 582, 209, 618]
- sudoku-cell: [348, 1910, 390, 1952]
- sudoku-cell: [181, 1700, 223, 1742]
- sudoku-cell: [56, 1700, 98, 1742]
- classified-section: વેચાણનું છે: [1423, 1795, 1553, 1813]
- sudoku-cell: [306, 1827, 348, 1868]
- crossword-cell: [596, 1469, 639, 1513]
- crossword-cell: [596, 1253, 639, 1296]
- kakuro-clue: 13: [518, 739, 536, 755]
- kakuro-clue: 11: [685, 791, 703, 807]
- sudoku-cell: ૯: [223, 1784, 265, 1827]
- sudoku-cell: [181, 1868, 223, 1910]
- panchang-line: સુરત સૂર્યોદય : ૬ ક. ૪૩ મિ. સૂર્યાસ્ત : ૧૮ ક. ૪૯ મિ.: [49, 242, 321, 256]
- sudoku-cell: [98, 1615, 139, 1657]
- vaat-para: 'હમ થાયે ઊંધો તમે ગરમાગરમ નિકાલ હૈ... ઇસ 'ગૅસ' કી રચના, મૈંને વિગ સબ સાધના હૈ...!': [843, 554, 994, 600]
